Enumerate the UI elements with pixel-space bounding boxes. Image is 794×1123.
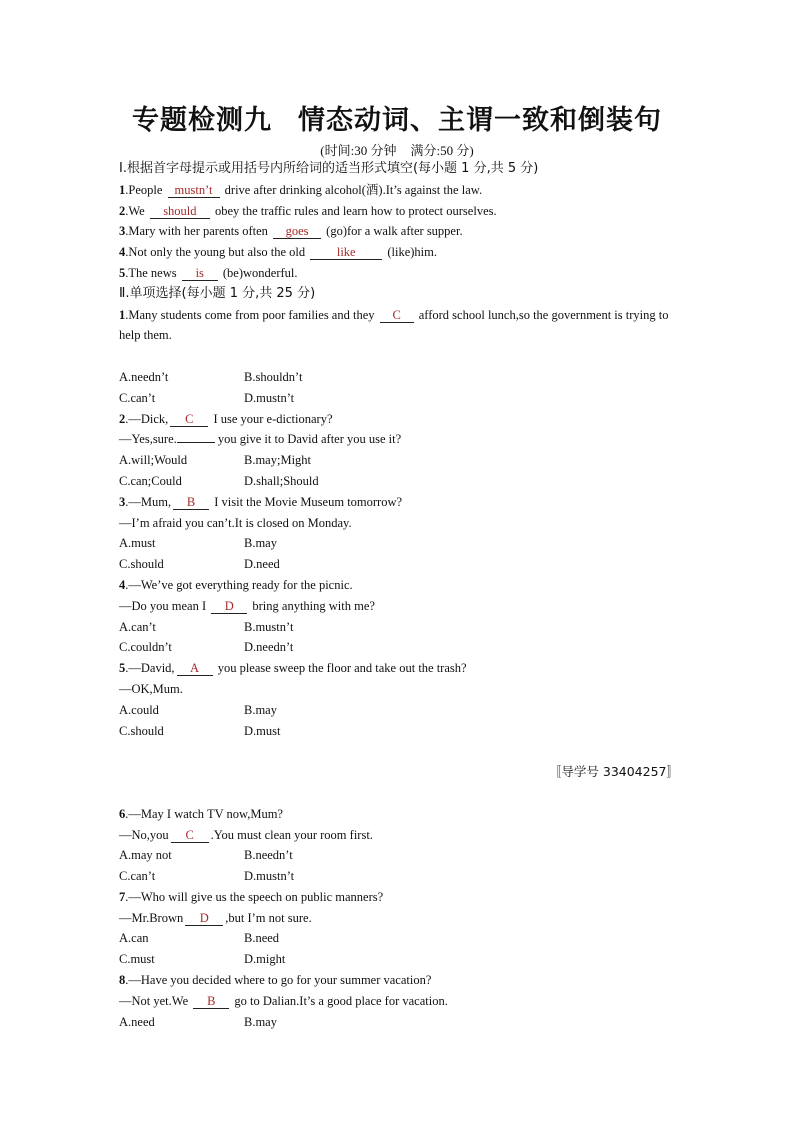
page-subtitle bbox=[0, 140, 794, 159]
answer-blank: mustn’t bbox=[168, 183, 220, 198]
option-c: C.can;Could bbox=[119, 473, 182, 488]
option-a: A.must bbox=[119, 536, 156, 551]
option-a: A.can’t bbox=[119, 619, 156, 634]
question-5: 5.—David, A you please sweep the floor and take out the trash? bbox=[119, 661, 467, 676]
option-c: C.can’t bbox=[119, 390, 156, 405]
option-a: A.will;Would bbox=[119, 453, 188, 468]
option-d: D.shall;Should bbox=[244, 473, 319, 488]
question-1: 1.Many students come from poor families and they C afford school lunch,so the government is trying to help them. bbox=[119, 307, 669, 343]
options-row bbox=[119, 721, 679, 742]
question-3-reply: —I’m afraid you can’t.It is closed on Monday. bbox=[119, 515, 352, 530]
option-b: B.may;Might bbox=[244, 453, 312, 468]
answer-blank: C bbox=[380, 308, 414, 323]
fill-item-1: 1.People mustn’t drive after drinking alcohol(酒).It’s against the law. bbox=[119, 182, 483, 197]
question-8-reply: —Not yet.We B go to Dalian.It’s a good place for vacation. bbox=[119, 993, 448, 1008]
options-row bbox=[119, 388, 679, 409]
fill-item-5: 5.The news is (be)wonderful. bbox=[119, 265, 298, 280]
fill-item-2: 2.We should obey the traffic rules and learn how to protect ourselves. bbox=[119, 203, 497, 218]
question-7: 7.—Who will give us the speech on public manners? bbox=[119, 889, 384, 904]
option-d: D.might bbox=[244, 952, 286, 967]
question-2: 2.—Dick, C I use your e-dictionary? bbox=[119, 411, 333, 426]
options-row bbox=[119, 617, 679, 638]
question-5-reply: —OK,Mum. bbox=[119, 681, 183, 696]
question-6-reply: —No,you C .You must clean your room first. bbox=[119, 827, 373, 842]
option-b: B.needn’t bbox=[244, 848, 293, 863]
options-row bbox=[119, 637, 679, 658]
section1-heading: Ⅰ.根据首字母提示或用括号内所给词的适当形式填空(每小题 1 分,共 5 分) bbox=[119, 161, 539, 176]
question-2-reply: —Yes,sure. you give it to David after you use it? bbox=[119, 432, 402, 447]
option-a: A.needn’t bbox=[119, 369, 169, 384]
option-b: B.may bbox=[244, 702, 277, 717]
option-c: C.can’t bbox=[119, 869, 156, 884]
empty-blank bbox=[177, 442, 215, 443]
options-row bbox=[119, 1012, 679, 1033]
option-c: C.should bbox=[119, 557, 164, 572]
answer-blank: C bbox=[171, 828, 209, 843]
options-row bbox=[119, 845, 679, 866]
answer-blank: B bbox=[193, 994, 229, 1009]
option-b: B.mustn’t bbox=[244, 619, 294, 634]
answer-blank: goes bbox=[273, 224, 321, 239]
fill-item-4: 4.Not only the young but also the old like (like)him. bbox=[119, 245, 437, 260]
fill-item-3: 3.Mary with her parents often goes (go)for a walk after supper. bbox=[119, 224, 463, 239]
answer-blank: is bbox=[182, 266, 218, 281]
option-b: B.need bbox=[244, 931, 280, 946]
option-b: B.may bbox=[244, 536, 277, 551]
options-row bbox=[119, 533, 679, 554]
answer-blank: A bbox=[177, 661, 213, 676]
options-row bbox=[119, 367, 679, 388]
subtitle-score: 满分:50 分) bbox=[410, 143, 474, 158]
question-8: 8.—Have you decided where to go for your summer vacation? bbox=[119, 973, 432, 988]
option-c: C.must bbox=[119, 952, 155, 967]
options-row bbox=[119, 949, 679, 970]
option-a: A.may not bbox=[119, 848, 172, 863]
answer-blank: B bbox=[173, 495, 209, 510]
option-d: D.must bbox=[244, 723, 281, 738]
question-7-reply: —Mr.Brown D ,but I’m not sure. bbox=[119, 910, 312, 925]
options-row bbox=[119, 471, 679, 492]
section2-heading: Ⅱ.单项选择(每小题 1 分,共 25 分) bbox=[119, 285, 316, 301]
option-c: C.couldn’t bbox=[119, 640, 172, 655]
option-d: D.need bbox=[244, 557, 280, 572]
question-6: 6.—May I watch TV now,Mum? bbox=[119, 806, 283, 821]
option-a: A.need bbox=[119, 1014, 155, 1029]
option-d: D.mustn’t bbox=[244, 390, 295, 405]
option-b: B.may bbox=[244, 1014, 277, 1029]
options-row bbox=[119, 928, 679, 949]
options-row bbox=[119, 700, 679, 721]
question-4-reply: —Do you mean I D bring anything with me? bbox=[119, 598, 375, 613]
option-a: A.can bbox=[119, 931, 149, 946]
question-4: 4.—We’ve got everything ready for the picnic. bbox=[119, 577, 353, 592]
option-d: D.needn’t bbox=[244, 640, 294, 655]
subtitle-time: (时间:30 分钟 bbox=[320, 143, 397, 158]
page-title bbox=[0, 98, 794, 137]
options-row bbox=[119, 554, 679, 575]
guide-reference-number: 〚导学号 33404257〛 bbox=[548, 764, 679, 780]
question-3: 3.—Mum, B I visit the Movie Museum tomorrow? bbox=[119, 494, 403, 509]
options-row bbox=[119, 450, 679, 471]
option-d: D.mustn’t bbox=[244, 869, 295, 884]
options-row bbox=[119, 866, 679, 887]
title-part2: 情态动词、主谓一致和倒装句 bbox=[298, 105, 662, 136]
answer-blank: D bbox=[211, 599, 247, 614]
answer-blank: D bbox=[185, 911, 223, 926]
option-c: C.should bbox=[119, 723, 164, 738]
option-b: B.shouldn’t bbox=[244, 369, 303, 384]
option-a: A.could bbox=[119, 702, 159, 717]
answer-blank: C bbox=[170, 412, 208, 427]
answer-blank: like bbox=[310, 245, 382, 260]
answer-blank: should bbox=[150, 204, 210, 219]
content bbox=[119, 159, 679, 1032]
title-part1: 专题检测九 bbox=[132, 105, 272, 136]
